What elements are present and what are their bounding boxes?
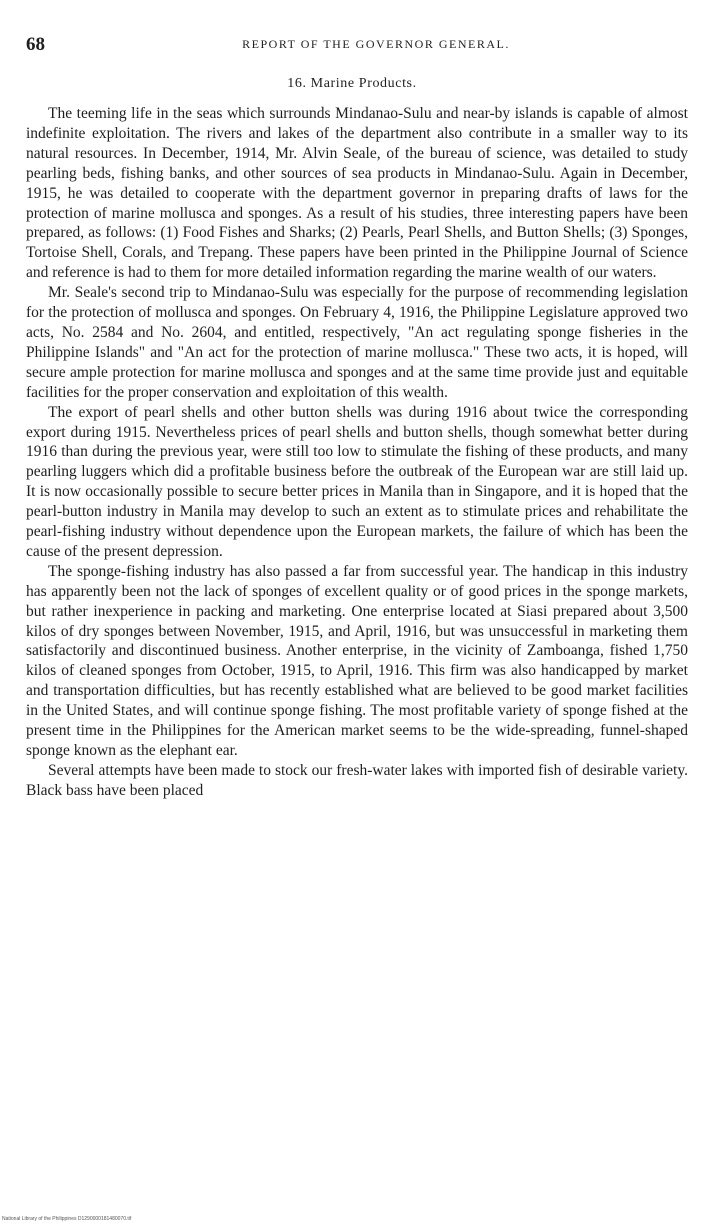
page-number: 68: [26, 34, 45, 55]
section-title: 16. Marine Products.: [287, 76, 417, 91]
paragraph-2: Mr. Seale's second trip to Mindanao-Sulu was especially for the purpose of recommending legislation for the protection of mollusca and sponges. On February 4, 1916, the Philippine Legislature approved two acts, No. 2584 and No. 2604, and entitled, respectively, "An act regulating sponge fisheries in the Philippine Islands" and "An act for the protection of marine mollusca." These two acts, it is hoped, will secure ample protection for marine mollusca and sponges and at the same time provide just and equitable facilities for the proper conservation and exploitation of this wealth.: [26, 284, 688, 401]
running-head: REPORT OF THE GOVERNOR GENERAL.: [242, 37, 510, 51]
paragraph-1: The teeming life in the seas which surrounds Mindanao-Sulu and near-by islands is capable of almost indefinite exploitation. The rivers and lakes of the department also contribute in a smaller way to its natural resources. In December, 1914, Mr. Alvin Seale, of the bureau of science, was detailed to study pearling beds, fishing banks, and other sources of sea products in Mindanao-Sulu. Again in December, 1915, he was detailed to cooperate with the department governor in preparing drafts of laws for the protection of marine mollusca and sponges. As a result of his studies, three interesting papers have been prepared, as follows: (1) Food Fishes and Sharks; (2) Pearls, Pearl Shells, and Button Shells; (3) Sponges, Tortoise Shell, Corals, and Trepang. These papers have been printed in the Philippine Journal of Science and reference is had to them for more detailed information regarding the marine wealth of our waters.: [26, 105, 688, 282]
body-text: [26, 104, 688, 801]
paragraph-4: The sponge-fishing industry has also passed a far from successful year. The handicap in this industry has apparently been not the lack of sponges of excellent quality or of good prices in the sponge markets, but rather inexperience in packing and marketing. One enterprise located at Siasi prepared about 3,500 kilos of dry sponges between November, 1915, and April, 1916, but was unsuccessful in marketing them satisfactorily and discontinued business. Another enterprise, in the vicinity of Zamboanga, fished 1,750 kilos of cleaned sponges from October, 1915, to April, 1916. This firm was also handicapped by market and transportation difficulties, but has recently established what are believed to be good market facilities in the United States, and will continue sponge fishing. The most profitable variety of sponge fished at the present time in the Philippines for the American market seems to be the wide-spreading, funnel-shaped sponge known as the elephant ear.: [26, 562, 688, 759]
scan-footer: National Library of the Philippines D1290000181480070.tif: [2, 1216, 132, 1222]
paragraph-5: Several attempts have been made to stock our fresh-water lakes with imported fish of desirable variety. Black bass have been placed: [26, 761, 688, 799]
paragraph-3: The export of pearl shells and other button shells was during 1916 about twice the corresponding export during 1915. Nevertheless prices of pearl shells and button shells, though somewhat better during 1916 than during the previous year, were still too low to stimulate the fishing of these products, and many pearling luggers which did a profitable business before the outbreak of the European war are still laid up. It is now occasionally possible to secure better prices in Manila than in Singapore, and it is hoped that the pearl-button industry in Manila may develop to such an extent as to stimulate prices and rehabilitate the pearl-fishing industry without dependence upon the European markets, the failure of which has been the cause of the present depression.: [26, 403, 688, 560]
page-header: [26, 34, 686, 58]
